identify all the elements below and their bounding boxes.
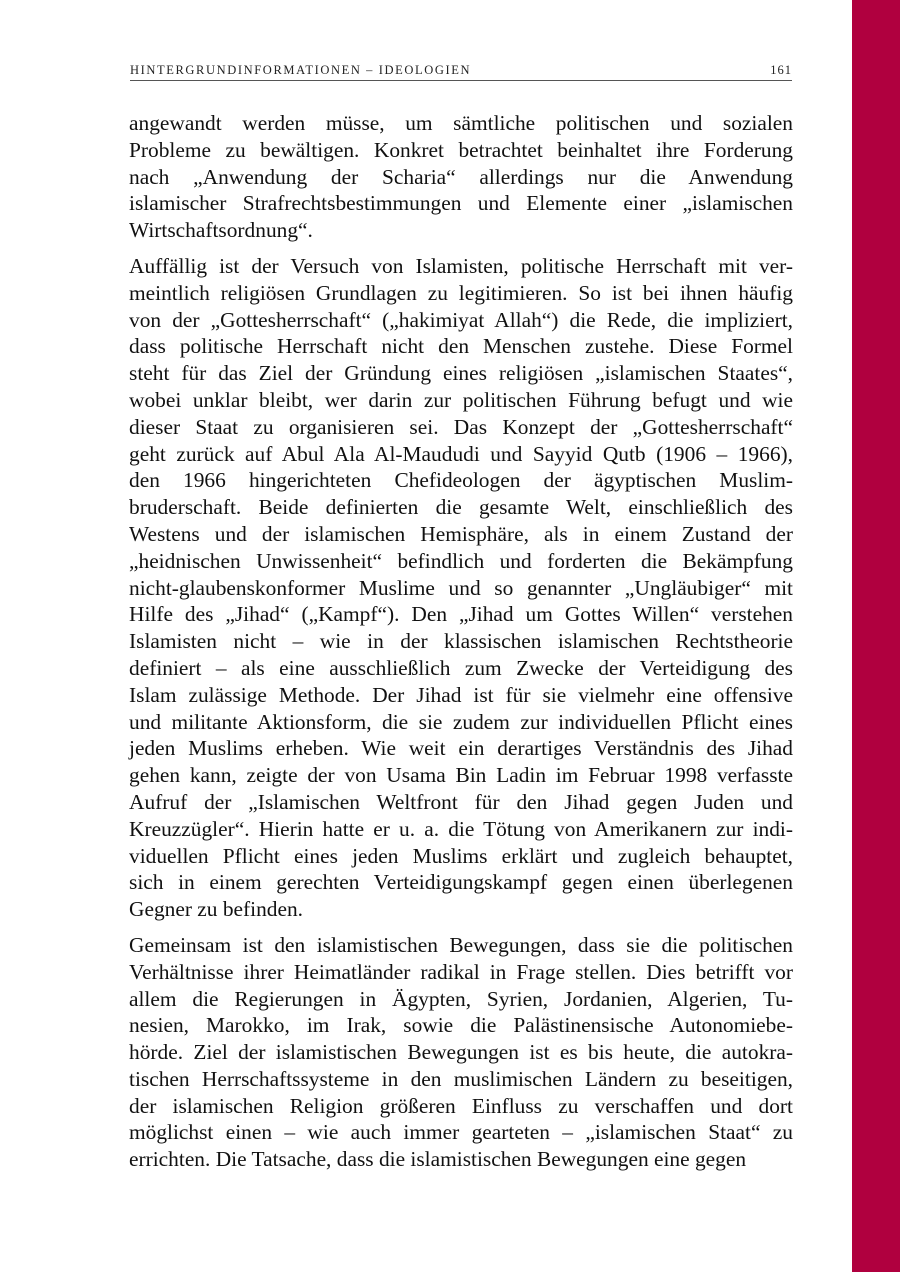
paragraph	[129, 932, 793, 1173]
side-color-band	[852, 0, 900, 1272]
running-header	[130, 60, 792, 81]
paragraph	[129, 110, 793, 244]
text-line: Hilfe des „Jihad“ („Kampf“). Den „Jihad um Gottes Willen“ verstehen	[129, 602, 793, 627]
header-title: HINTERGRUNDINFORMATIONEN – IDEOLOGIEN	[130, 63, 472, 77]
text-line: und militante Aktionsform, die sie zudem zur individuellen Pflicht eines	[129, 709, 793, 734]
text-line: den 1966 hingerichteten Chefideologen der ägyptischen Muslim-	[129, 468, 793, 493]
text-line: islamischer Strafrechtsbestimmungen und Elemente einer „islamischen	[129, 191, 793, 216]
text-line: viduellen Pflicht eines jeden Muslims erklärt und zugleich behauptet,	[129, 843, 793, 868]
text-line: Islamisten nicht – wie in der klassischen islamischen Rechtstheorie	[129, 629, 793, 654]
text-line: der islamischen Religion größeren Einfluss zu verschaffen und dort	[129, 1093, 793, 1118]
page-number: 161	[770, 63, 792, 77]
text-line: steht für das Ziel der Gründung eines religiösen „islamischen Staates“,	[129, 361, 793, 386]
body-text	[129, 110, 793, 1182]
text-line: geht zurück auf Abul Ala Al-Maududi und Sayyid Qutb (1906 – 1966),	[129, 441, 793, 466]
text-line: allem die Regierungen in Ägypten, Syrien, Jordanien, Algerien, Tu-	[129, 986, 793, 1011]
text-line: nicht-glaubenskonformer Muslime und so genannter „Ungläubiger“ mit	[129, 575, 793, 600]
text-line: „heidnischen Unwissenheit“ befindlich und forderten die Bekämpfung	[129, 548, 793, 573]
text-line: dass politische Herrschaft nicht den Menschen zustehe. Diese Formel	[129, 334, 793, 359]
text-line: Islam zulässige Methode. Der Jihad ist für sie vielmehr eine offensive	[129, 682, 793, 707]
text-line: Gegner zu befinden.	[129, 897, 304, 922]
text-line: jeden Muslims erheben. Wie weit ein derartiges Verständnis des Jihad	[129, 736, 793, 761]
text-line: Gemeinsam ist den islamistischen Bewegungen, dass sie die politischen	[129, 932, 793, 957]
text-line: Westens und der islamischen Hemisphäre, als in einem Zustand der	[129, 521, 793, 546]
text-line: Probleme zu bewältigen. Konkret betrachtet beinhaltet ihre Forderung	[129, 137, 793, 162]
text-line: Auffällig ist der Versuch von Islamisten, politische Herrschaft mit ver-	[129, 253, 793, 278]
text-line: nach „Anwendung der Scharia“ allerdings nur die Anwendung	[129, 164, 793, 189]
text-line: definiert – als eine ausschließlich zum Zwecke der Verteidigung des	[129, 655, 793, 680]
text-line: Aufruf der „Islamischen Weltfront für den Jihad gegen Juden und	[129, 789, 793, 814]
text-line: dieser Staat zu organisieren sei. Das Konzept der „Gottesherrschaft“	[129, 414, 793, 439]
paragraph	[129, 253, 793, 923]
text-line: tischen Herrschaftssysteme in den muslimischen Ländern zu beseitigen,	[129, 1066, 793, 1091]
text-line: sich in einem gerechten Verteidigungskampf gegen einen überlegenen	[129, 870, 793, 895]
text-line: Wirtschaftsordnung“.	[129, 218, 313, 243]
text-line: Verhältnisse ihrer Heimatländer radikal in Frage stellen. Dies betrifft vor	[129, 959, 793, 984]
text-line: nesien, Marokko, im Irak, sowie die Palästinensische Autonomiebe-	[129, 1013, 793, 1038]
text-line: Kreuzzügler“. Hierin hatte er u. a. die Tötung von Amerikanern zur indi-	[129, 816, 793, 841]
text-line: wobei unklar bleibt, wer darin zur politischen Führung befugt und wie	[129, 387, 793, 412]
text-line: bruderschaft. Beide definierten die gesamte Welt, einschließlich des	[129, 495, 793, 520]
text-line: hörde. Ziel der islamistischen Bewegungen ist es bis heute, die autokra-	[129, 1040, 793, 1065]
text-line: von der „Gottesherrschaft“ („hakimiyat Allah“) die Rede, die impliziert,	[129, 307, 793, 332]
text-line: angewandt werden müsse, um sämtliche politischen und sozialen	[129, 111, 793, 135]
text-line: möglichst einen – wie auch immer gearteten – „islamischen Staat“ zu	[129, 1120, 793, 1145]
text-line: errichten. Die Tatsache, dass die islamistischen Bewegungen eine gegen	[129, 1147, 747, 1172]
text-line: gehen kann, zeigte der von Usama Bin Ladin im Februar 1998 verfasste	[129, 763, 793, 788]
text-line: meintlich religiösen Grundlagen zu legitimieren. So ist bei ihnen häufig	[129, 280, 793, 305]
